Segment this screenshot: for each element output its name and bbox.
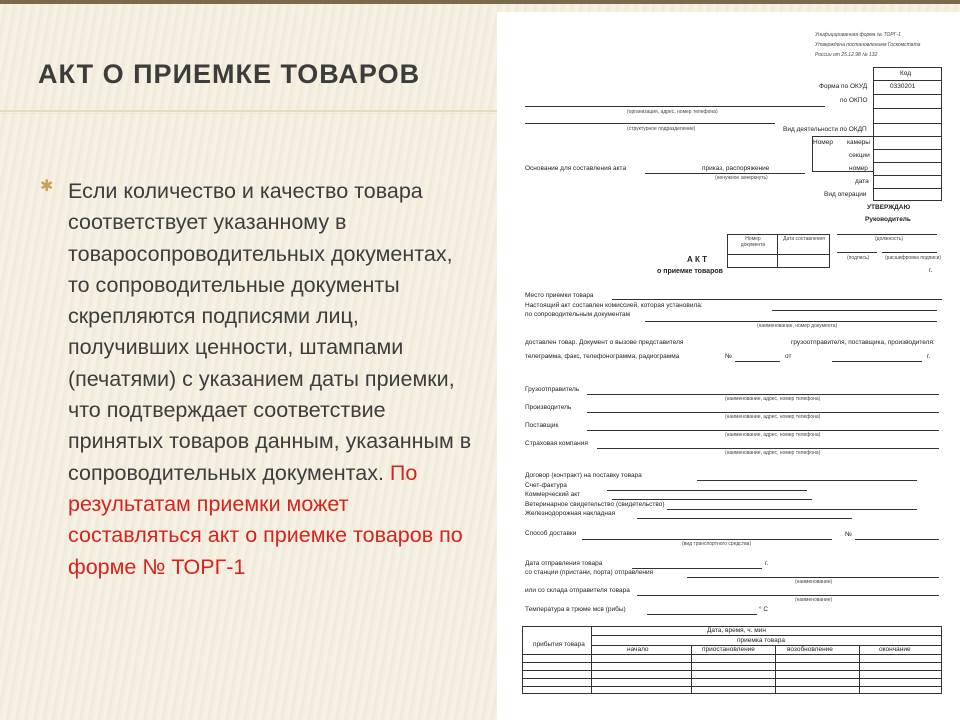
- time-table: [522, 626, 942, 694]
- basis-label: Основание для составления акта: [525, 165, 627, 172]
- doc-num-header: Номер документа: [740, 236, 766, 248]
- line-commission: Настоящий акт составлен комиссией, которая установила:: [525, 302, 703, 309]
- table-header: Дата, время, ч. мин: [707, 627, 766, 634]
- line-temperature: Температура в трюме мсв (рибы): [525, 606, 626, 613]
- station-caption: (наименование): [795, 579, 833, 585]
- section-label: секции: [849, 152, 870, 159]
- ship-year: г.: [765, 560, 769, 567]
- line-place: Место приемки товара: [525, 292, 594, 299]
- line-telegram: телеграмма, факс, телефонограмма, радиограмма: [525, 353, 680, 360]
- position-caption: (должность): [875, 236, 904, 242]
- org-caption: (организация, адрес, номер телефона): [627, 109, 718, 115]
- table-col-arrival: прибытия товара: [533, 641, 585, 648]
- basis-caption: (ненужное зачеркнуть): [715, 175, 768, 181]
- table-sub-start: начало: [627, 646, 649, 653]
- transport-caption: (вид транспортного средства): [682, 541, 752, 547]
- producer-caption: (наименование, адрес, номер телефона): [725, 414, 821, 420]
- form-header-1: Унифицированная форма № ТОРГ-1: [815, 32, 901, 38]
- insurance-caption: (наименование, адрес, номер телефона): [725, 450, 821, 456]
- temp-unit: ° С: [759, 606, 769, 613]
- chamber-label: камеры: [847, 139, 870, 146]
- warehouse-caption: (наименование): [795, 597, 833, 603]
- line-railway: Железнодорожная накладная: [525, 510, 616, 517]
- line-vet: Ветеринарное свидетельство (свидетельство): [525, 501, 665, 508]
- supplier-caption: (наименование, адрес, номер телефона): [725, 432, 821, 438]
- line-producer: Производитель: [525, 404, 572, 411]
- line-shipper: Грузоотправитель: [525, 386, 580, 393]
- approve-year: г.: [929, 267, 933, 274]
- nomer-label: номер: [849, 165, 868, 172]
- slide-title: АКТ О ПРИЕМКЕ ТОВАРОВ: [38, 59, 421, 89]
- line-insurance: Страховая компания: [525, 440, 588, 447]
- top-border: [0, 0, 960, 4]
- date-label: дата: [855, 178, 869, 185]
- table-col-acceptance: приемка товара: [737, 637, 786, 644]
- decode-caption: (расшифровка подписи): [885, 255, 942, 261]
- body-text: Если количество и качество товара соответствует указанному в товаросопроводительных документах, то сопроводительные документы скрепляются подписями лиц, получивших ценности, штампами (печатями) с указанием даты приемки, что подтверждает соответствие принятых товаров данным, указанным в сопроводительных документах.: [68, 179, 472, 485]
- line-commercial-act: Коммерческий акт: [525, 491, 581, 498]
- sign-caption: (подпись): [847, 255, 870, 261]
- doc-date-header: Дата составления: [783, 236, 825, 242]
- line-delivered: доставлен товар. Документ о вызове представителя: [525, 339, 684, 346]
- repr-value: грузоотправителя, поставщика, производителя:: [791, 339, 935, 346]
- okpo-label: по ОКПО: [840, 97, 868, 104]
- op-label: Вид операции: [824, 191, 867, 198]
- line-warehouse: или со склада отправителя товара: [525, 587, 630, 594]
- dept-caption: (структурное подразделение): [627, 126, 696, 132]
- number-label: Номер: [813, 139, 834, 146]
- tel-no: №: [725, 353, 732, 360]
- slide-body: [68, 176, 478, 583]
- head-label: Руководитель: [865, 216, 911, 223]
- okud-code: 0330201: [890, 83, 916, 90]
- table-sub-end: окончание: [879, 646, 911, 653]
- act-subtitle: о приемке товаров: [657, 268, 723, 275]
- table-sub-pause: приостановление: [702, 646, 755, 653]
- okdp-label: Вид деятельности по ОКДП: [783, 126, 867, 133]
- line-docs: по сопроводительным документам: [525, 311, 631, 318]
- bullet-icon: ✱: [40, 178, 54, 195]
- table-sub-resume: возобновление: [787, 646, 833, 653]
- line-contract: Договор (контракт) на поставку товара: [525, 472, 642, 479]
- okud-label: Форма по ОКУД: [819, 83, 868, 90]
- slide-title-box: [38, 56, 498, 92]
- highlight-text: По результатам приемки может составляться акт о приемке товаров по форме № ТОРГ-1: [68, 460, 463, 579]
- form-header-2: Утверждена постановлением Госкомстата: [815, 42, 921, 48]
- basis-value: приказ, распоряжение: [702, 165, 770, 172]
- form-header-3: России от 25.12.98 № 132: [815, 52, 878, 58]
- act-title: А К Т: [687, 255, 707, 264]
- approve-label: УТВЕРЖДАЮ: [867, 204, 911, 211]
- shipper-caption: (наименование, адрес, номер телефона): [725, 396, 821, 402]
- line-station: со станции (пристани, порта) отправления: [525, 569, 654, 576]
- tel-ot: от: [785, 353, 792, 360]
- line-supplier: Поставщик: [525, 422, 559, 429]
- line-delivery-method: Способ доставки: [525, 530, 577, 537]
- torg1-form-image: [497, 12, 960, 720]
- delivery-no: №: [845, 531, 852, 538]
- tel-year: г.: [927, 353, 931, 360]
- doc-name-caption: (наименование, номер документа): [757, 323, 838, 329]
- line-invoice: Счет-фактура: [525, 482, 567, 489]
- line-ship-date: Дата отправления товара: [525, 560, 603, 567]
- code-label: Код: [900, 70, 912, 77]
